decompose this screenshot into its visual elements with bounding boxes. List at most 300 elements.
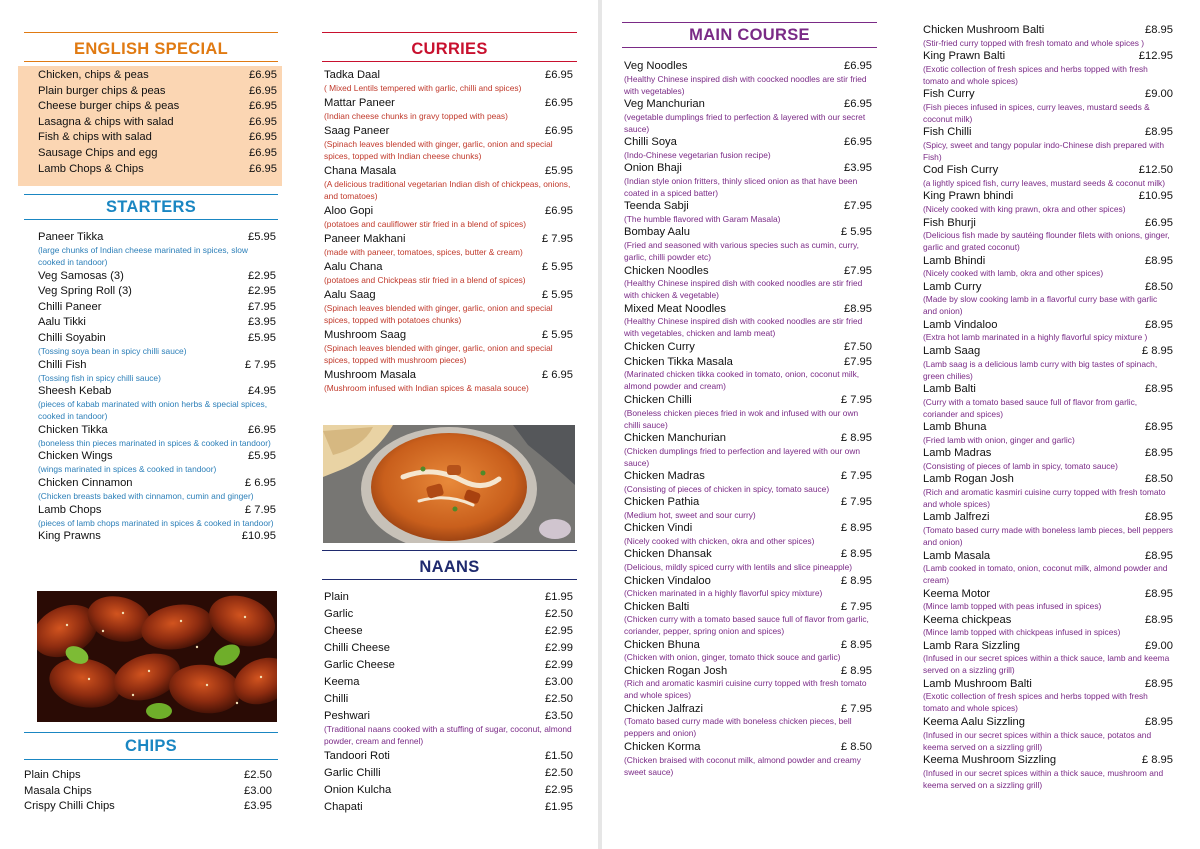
menu-item-price: £8.95 [1145,318,1173,331]
menu-item-price: £2.95 [248,269,276,282]
menu-item-price: £ 5.95 [840,226,872,239]
menu-item-description: (Consisting of pieces of lamb in spicy, tomato sauce) [923,460,1118,471]
menu-item-row [923,254,1173,269]
menu-item-name: Garlic Chilli [324,767,381,779]
menu-item-name: Tadka Daal [324,69,380,81]
menu-item-row [324,674,573,690]
menu-item-price: £ 8.95 [1141,344,1173,357]
menu-item-description: (Nicely cooked with king prawn, okra and other spices) [923,204,1126,215]
menu-item-description: (Mushroom infused with Indian spices & masala souce) [324,383,529,393]
menu-item-price: £ 8.95 [1141,754,1173,767]
menu-item-price: £6.95 [249,115,277,128]
menu-item-row [38,162,277,178]
menu-item-row [624,393,872,408]
menu-item-name: Fish & chips with salad [38,131,152,144]
menu-item-row [38,68,277,84]
menu-item [923,23,1173,49]
menu-item [923,446,1173,472]
menu-item-description: (Fried and seasoned with various species such as cumin, curry, garlic, chilli powder etc) [624,240,859,263]
menu-item-name: Cod Fish Curry [923,164,999,177]
menu-item-name: Cheese [324,625,363,637]
menu-item-row [24,799,272,815]
menu-item-price: £2.50 [545,693,573,705]
menu-item-name: Lamb Vindaloo [923,318,998,331]
menu-item-price: £7.50 [844,340,872,353]
menu-item [923,125,1173,163]
menu-item-price: £ 7.95 [244,503,276,516]
menu-item [324,589,573,605]
menu-item [38,68,277,84]
chips-title: CHIPS [125,737,177,755]
menu-item-row [38,99,277,115]
menu-item [38,476,276,502]
menu-item-name: Chicken Vindi [624,522,693,535]
menu-item-row [324,68,573,83]
menu-item-name: Garlic [324,608,354,620]
menu-item-price: £ 8.95 [840,574,872,587]
menu-item-name: Chicken Cinnamon [38,476,133,489]
menu-item-description: (wings marinated in spices & cooked in tandoor) [38,464,217,475]
menu-item-row [923,587,1173,602]
menu-item-price: £7.95 [844,355,872,368]
menu-item-name: Lamb Madras [923,447,992,460]
heading-rule [622,47,877,48]
menu-item [324,164,573,202]
menu-item-price: £8.95 [1145,383,1173,396]
menu-item-description: (pieces of kabab marinated with onion herbs & special spices, cooked in tandoor) [38,399,268,422]
menu-item-price: £2.99 [545,642,573,654]
menu-item-name: Sausage Chips and egg [38,146,158,159]
menu-item-row [624,469,872,484]
menu-item-name: Chicken Tikka [38,423,108,436]
menu-item [324,708,573,747]
menu-item-row [624,664,872,679]
menu-item-name: Chana Masala [324,165,397,177]
menu-item [324,748,573,764]
menu-item-name: Lamb Chops [38,503,102,516]
menu-item-name: Mattar Paneer [324,97,395,109]
curry-bowl-illustration [323,425,575,543]
menu-item-name: Teenda Sabji [624,200,689,213]
menu-item [923,753,1173,791]
menu-item [624,302,872,340]
english-special-list [38,68,277,177]
menu-item-row [324,96,573,111]
menu-item [324,288,573,326]
menu-item [324,232,573,258]
menu-item [624,199,872,225]
menu-item-price: £2.50 [244,769,272,781]
menu-item-name: Chilli Cheese [324,642,390,654]
menu-item-row [624,521,872,536]
menu-item-price: £8.50 [1145,280,1173,293]
menu-item-name: Chicken Balti [624,600,690,613]
menu-item-price: £5.95 [248,331,276,344]
menu-item-name: Paneer Makhani [324,233,406,245]
menu-item-description: (Boneless chicken pieces fried in wok and infused with our own chilli sauce) [624,407,859,430]
menu-item-description: (Healthy Chinese inspired dish with cooked noodles are stir fried with chicken & vegetable) [624,278,863,301]
menu-item-name: Lamb Bhindi [923,254,986,267]
menu-item [624,740,872,778]
menu-item-price: £2.95 [545,625,573,637]
heading-rule [24,732,278,733]
menu-item-price: £ 8.95 [840,432,872,445]
menu-item-description: (Stir-fried curry topped with fresh tomato and whole spices ) [923,37,1145,48]
menu-item-description: (potatoes and Chickpeas stir fried in a blend of spices) [324,275,526,285]
menu-item-row [324,204,573,219]
menu-item [923,639,1173,677]
menu-item-price: £3.95 [248,316,276,329]
starters-heading [24,194,278,220]
menu-item [923,344,1173,382]
menu-item-row [324,288,573,303]
menu-item-price: £ 7.95 [840,470,872,483]
menu-item-description: (Nicely cooked with lamb, okra and other spices) [923,268,1104,279]
menu-item-name: Plain [324,591,349,603]
menu-item [324,124,573,162]
menu-item [624,521,872,547]
menu-item-name: King Prawn bhindi [923,190,1014,203]
menu-item-price: £8.95 [1145,549,1173,562]
menu-item [923,87,1173,125]
menu-item-row [38,529,276,544]
menu-item [923,587,1173,613]
menu-item-row [324,164,573,179]
menu-item-description: (made with paneer, tomatoes, spices, butter & cream) [324,247,523,257]
menu-item-price: £ 7.95 [541,233,573,245]
menu-item [624,431,872,469]
menu-item [624,495,872,521]
menu-item-description: (large chunks of Indian cheese marinated in spices, slow cooked in tandoor) [38,245,248,267]
menu-item-row [324,260,573,275]
menu-item-price: £6.95 [1145,216,1173,229]
menu-item [324,674,573,690]
menu-item-price: £8.50 [1145,473,1173,486]
menu-item-row [324,708,573,724]
menu-item [324,640,573,656]
menu-item-name: Aalu Chana [324,261,383,273]
menu-item-price: £2.99 [545,659,573,671]
menu-item-price: £8.95 [1145,254,1173,267]
menu-item-price: £8.95 [1145,587,1173,600]
menu-item-row [38,269,276,284]
menu-item-row [624,638,872,653]
menu-item-price: £5.95 [248,450,276,463]
menu-item [38,162,277,178]
menu-item-row [624,600,872,615]
menu-item [624,600,872,638]
menu-item-description: (Exotic collection of fresh spices and herbs topped with fresh tomato and whole spices) [923,691,1148,714]
menu-item-name: Mixed Meat Noodles [624,302,726,315]
menu-item-name: Saag Paneer [324,125,390,137]
menu-item-price: £7.95 [844,264,872,277]
menu-item-name: Lamb Bhuna [923,421,987,434]
menu-item-row [324,328,573,343]
menu-item-description: (Marinated chicken tikka cooked in tomato, onion, coconut milk, almond powder and cream) [624,369,860,392]
menu-item-description: (Exotic collection of fresh spices and herbs topped with fresh tomato and whole spices) [923,63,1148,86]
menu-item-name: Chilli [324,693,349,705]
menu-item-price: £6.95 [248,423,276,436]
menu-item-price: £ 8.95 [840,522,872,535]
menu-item-name: Lamb Chops & Chips [38,162,144,175]
menu-item [324,606,573,622]
menu-item-description: (Tomato based curry made with boneless lamb pieces, bell peppers and onion) [923,525,1173,547]
menu-item [624,702,872,740]
chips-heading [24,732,278,760]
menu-item-row [624,495,872,510]
main-course-continued-list [923,23,1173,791]
menu-item-description: (Fish pieces infused in spices, curry leaves, mustard seeds & coconut milk) [923,101,1150,124]
menu-item-price: £ 6.95 [541,369,573,381]
menu-item-row [324,748,573,764]
menu-item-description: (Tossing fish in spicy chilli sauce) [38,372,161,383]
menu-item-name: Masala Chips [24,784,92,797]
menu-item-row [923,715,1173,730]
menu-item-description: (Made by slow cooking lamb in a flavorful curry base with garlic and onion) [923,294,1158,317]
menu-item-price: £6.95 [545,97,573,109]
curry-bowl-photo [323,425,575,543]
menu-item [24,799,272,815]
menu-item-description: (Mince lamb topped with peas infused in spices) [923,601,1102,612]
menu-item-price: £6.95 [249,131,277,144]
menu-item-name: Chicken Mushroom Balti [923,24,1045,36]
menu-item [923,510,1173,548]
menu-item-price: £8.95 [1145,715,1173,728]
menu-item-price: £6.95 [545,125,573,137]
menu-item-price: £8.95 [1145,447,1173,460]
menu-item-name: Lamb Saag [923,344,981,357]
menu-item [624,393,872,431]
menu-item-name: Chilli Paneer [38,300,102,313]
menu-item-name: Aalu Tikki [38,316,86,329]
menu-item-price: £1.95 [545,801,573,813]
menu-item-price: £6.95 [545,69,573,81]
menu-item-price: £ 5.95 [541,329,573,341]
menu-item-row [38,230,276,245]
menu-item-name: Lamb Rogan Josh [923,473,1014,486]
menu-item-description: (Healthy Chinese inspired dish with coocked noodles are stir fried with vegetables) [624,73,867,96]
menu-item-row [324,782,573,798]
menu-item-description: (Rich and aromatic kasmiri cuisine curry topped with fresh tomato and whole spices) [923,486,1166,509]
menu-item-row [624,302,872,317]
menu-item-name: Chicken Vindaloo [624,574,711,587]
menu-item-price: £1.95 [545,591,573,603]
menu-item-name: Keema Motor [923,587,991,600]
menu-item [624,469,872,495]
menu-item-price: £ 8.50 [840,740,872,753]
menu-item-price: £6.95 [249,69,277,81]
heading-rule [24,32,278,33]
menu-item-row [923,472,1173,487]
menu-item-name: Chilli Soya [624,136,677,149]
menu-item-description: (Lamb cooked in tomato, onion, coconut milk, almond powder and cream) [923,563,1168,586]
menu-item-name: Plain burger chips & peas [38,84,166,97]
heading-rule [322,579,577,580]
menu-item-name: Lamb Masala [923,549,991,562]
menu-item-name: Veg Noodles [624,60,688,72]
menu-item-row [923,163,1173,178]
menu-item-row [624,740,872,755]
menu-item-row [324,657,573,673]
menu-item-row [38,130,277,146]
menu-item-name: Aalu Saag [324,289,376,301]
menu-item-row [38,331,276,346]
menu-item [923,189,1173,215]
menu-item-row [38,384,276,399]
menu-item-description: (Curry with a tomato based sauce full of flavor from garlic, coriander and spices) [923,396,1138,419]
menu-item-description: (Tomato based curry made with boneless chicken pieces, bell peppers and onion) [624,716,852,739]
menu-item-price: £6.95 [249,84,277,97]
menu-item-row [923,87,1173,102]
menu-item [38,384,276,422]
menu-item-price: £ 7.95 [244,358,276,371]
middle-column [298,0,598,849]
menu-item-price: £2.95 [248,285,276,298]
menu-item-description: (Medium hot, sweet and sour curry) [624,509,756,520]
menu-item-price: £ 7.95 [840,600,872,613]
menu-item-name: Cheese burger chips & peas [38,100,180,113]
menu-item-description: (Mince lamb topped with chickpeas infused in spices) [923,627,1121,638]
menu-item-row [923,639,1173,654]
menu-item-price: £ 6.95 [244,476,276,489]
menu-item-description: (Consisting of pieces of chicken in spicy, tomato sauce) [624,483,830,494]
menu-item-name: Onion Bhaji [624,162,682,175]
menu-item-price: £5.95 [545,165,573,177]
menu-item [38,115,277,131]
menu-item-description: (Spinach leaves blended with ginger, garlic, onion and special spices, topped with potatoes chunks) [324,303,553,325]
menu-item [324,691,573,707]
menu-item [923,49,1173,87]
menu-item-name: Chicken Curry [624,340,695,353]
menu-item-description: (Infused in our secret spices within a thick sauce, mushroom and keema served on a sizzling grill) [923,767,1164,790]
menu-item-row [38,503,276,518]
menu-item-price: £10.95 [1138,190,1173,203]
menu-item-description: (Spinach leaves blended with ginger, garlic, onion and special spices, topped with Indian cheese chunks) [324,139,553,161]
menu-item-price: £8.95 [1145,677,1173,690]
menu-item-price: £6.95 [249,146,277,159]
menu-item-row [324,623,573,639]
menu-item-price: £3.00 [244,784,272,797]
naans-list [324,589,573,816]
menu-item-row [38,115,277,131]
menu-item-row [923,382,1173,397]
menu-item-price: £1.50 [545,750,573,762]
menu-item-price: £3.95 [844,162,872,175]
menu-item-row [324,799,573,815]
menu-item [923,382,1173,420]
menu-item-price: £7.95 [248,300,276,313]
heading-rule [322,61,577,62]
menu-item [624,225,872,263]
menu-item-row [324,368,573,383]
menu-item-row [624,574,872,589]
menu-item-name: Fish Bhurji [923,216,976,229]
menu-item-row [624,431,872,446]
menu-item-name: Fish Chilli [923,126,972,139]
menu-item-row [324,589,573,605]
menu-item [324,328,573,366]
menu-item-name: King Prawn Balti [923,50,1006,63]
menu-item-description: (A delicious traditional vegetarian Indian dish of chickpeas, onions, and tomatoes) [324,179,571,201]
menu-item-name: Chicken Noodles [624,264,709,277]
heading-rule [24,61,278,62]
menu-item-description: (Infused in our secret spices within a thick sauce, lamb and keema served on a sizzling grill) [923,653,1170,676]
menu-item-description: (Tossing soya bean in spicy chilli sauce) [38,345,187,356]
menu-item [324,765,573,781]
menu-item-name: Keema Mushroom Sizzling [923,754,1057,767]
menu-item-name: Veg Spring Roll (3) [38,285,132,298]
menu-item-name: Tandoori Roti [324,750,390,762]
menu-item-price: £8.95 [1145,613,1173,626]
menu-item [38,331,276,357]
menu-item-description: (Delicious fish made by sautéing flounder filets with onions, ginger, garlic and grated coconut) [923,230,1170,253]
menu-item-description: (Indian cheese chunks in gravy topped with peas) [324,111,508,121]
menu-page-right [602,0,1200,849]
menu-item-description: (Traditional naans cooked with a stuffing of sugar, coconut, almond powder, cream and fennel) [324,724,572,746]
menu-item-price: £ 8.95 [840,664,872,677]
menu-item-description: (Extra hot lamb marinated in a highly flavorful spicy mixture ) [923,332,1148,343]
menu-item-price: £10.95 [241,530,276,543]
menu-item-name: Chicken Tikka Masala [624,355,733,368]
menu-item-name: Veg Manchurian [624,98,705,111]
menu-item [324,368,573,394]
menu-item-row [38,146,277,162]
menu-item-name: Lamb Balti [923,383,976,396]
menu-item-row [624,135,872,150]
menu-item [24,784,272,800]
menu-item-price: £4.95 [248,385,276,398]
menu-item-row [923,23,1173,38]
menu-item-name: Chicken Bhuna [624,638,700,651]
menu-item-price: £6.95 [844,136,872,149]
menu-item-description: ( Mixed Lentils tempered with garlic, chilli and spices) [324,83,522,93]
menu-item [624,574,872,600]
menu-item-price: £ 5.95 [541,261,573,273]
menu-item-description: (Chicken marinated in a highly flavorful spicy mixture) [624,588,823,599]
menu-item-row [624,161,872,176]
menu-item-price: £8.95 [1145,421,1173,434]
menu-item-name: Chicken, chips & peas [38,69,149,81]
menu-item-description: (Lamb saag is a delicious lamb curry with big tastes of spinach, green chilies) [923,358,1158,381]
menu-item-price: £3.50 [545,710,573,722]
curries-list [324,68,573,396]
menu-item-row [324,640,573,656]
menu-item-price: £2.95 [545,784,573,796]
menu-item-price: £6.95 [844,98,872,111]
menu-item-name: Aloo Gopi [324,205,374,217]
main-course-heading [622,22,877,48]
menu-item-name: Paneer Tikka [38,231,104,243]
menu-item-row [923,753,1173,768]
menu-item-row [38,476,276,491]
menu-item-row [624,547,872,562]
menu-item-name: Chicken Jalfrazi [624,702,703,715]
menu-item-row [624,97,872,112]
menu-item-description: (Infused in our secret spices within a thick sauce, potatos and keema served on a sizzling grill) [923,729,1152,752]
main-course-title: MAIN COURSE [689,26,810,44]
menu-item-description: (pieces of lamb chops marinated in spices & cooked in tandoor) [38,517,274,528]
menu-item-row [923,613,1173,628]
menu-item-description: (boneless thin pieces marinated in spices & cooked in tandoor) [38,437,271,448]
menu-item [923,677,1173,715]
menu-item-description: (Rich and aromatic kasmiri cuisine curry topped with fresh tomato and whole spices) [624,678,867,701]
menu-item-price: £ 8.95 [840,638,872,651]
heading-rule [322,32,577,33]
menu-item-row [923,549,1173,564]
menu-item-row [624,264,872,279]
main-course-continued-column [902,0,1200,849]
english-special-title: ENGLISH SPECIAL [74,40,228,58]
